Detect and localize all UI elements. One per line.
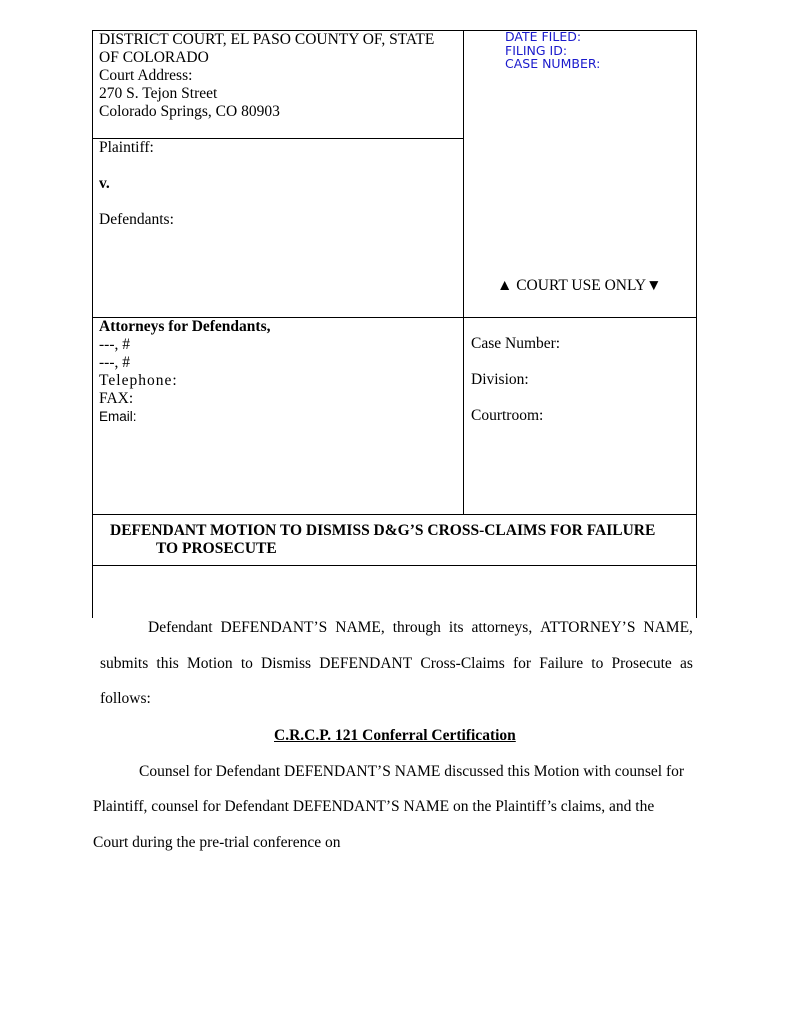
filing-stamp	[505, 30, 600, 71]
intro-paragraph-line2	[100, 655, 693, 673]
intro-word: attorneys,	[471, 619, 533, 636]
attorney-fax: FAX:	[99, 390, 134, 407]
intro-word: this	[156, 655, 179, 672]
case-number-stamp-label: CASE NUMBER:	[505, 56, 601, 71]
court-street: 270 S. Tejon Street	[99, 85, 218, 102]
court-block	[99, 31, 434, 121]
intro-word: as	[679, 655, 693, 672]
attorneys-heading: Attorneys for Defendants,	[99, 318, 271, 335]
filing-id-label: FILING ID:	[505, 42, 568, 58]
case-number-label: Case Number:	[471, 335, 561, 352]
motion-title-line2: TO PROSECUTE	[156, 540, 277, 557]
intro-word: submits	[100, 655, 149, 672]
attorney-block	[99, 318, 270, 426]
conferral-paragraph-line2: Plaintiff, counsel for Defendant DEFENDANT’S NAME on the Plaintiff’s claims, and the	[93, 798, 655, 815]
plaintiff-label: Plaintiff:	[99, 139, 154, 156]
intro-word: ATTORNEY’S	[540, 619, 636, 636]
intro-word: to	[240, 655, 253, 672]
attorney-box-bottom-border	[92, 514, 697, 515]
attorney-email: Email:	[99, 409, 137, 424]
intro-word: Defendant	[148, 619, 213, 636]
title-box-bottom-border	[92, 565, 697, 566]
motion-title-line1: DEFENDANT MOTION TO DISMISS D&G’S CROSS-CLAIMS FOR FAILURE	[110, 522, 656, 539]
courtroom-label: Courtroom:	[471, 407, 544, 424]
intro-paragraph-line3: follows:	[100, 690, 151, 707]
court-city: Colorado Springs, CO 80903	[99, 103, 280, 120]
intro-word: its	[448, 619, 464, 636]
intro-word: Dismiss	[261, 655, 312, 672]
court-name-line1: DISTRICT COURT, EL PASO COUNTY OF, STATE	[99, 31, 435, 48]
intro-word: for	[512, 655, 532, 672]
intro-word: DEFENDANT	[319, 655, 413, 672]
conferral-heading: C.R.C.P. 121 Conferral Certification	[274, 727, 516, 744]
intro-word: NAME,	[335, 619, 385, 636]
intro-word: through	[392, 619, 441, 636]
conferral-paragraph-line1: Counsel for Defendant DEFENDANT’S NAME discussed this Motion with counsel for	[139, 763, 685, 780]
caption-right-border	[696, 30, 697, 618]
date-filed-label: DATE FILED:	[505, 29, 582, 44]
intro-word: DEFENDANT’S	[220, 619, 328, 636]
court-address-label: Court Address:	[99, 67, 193, 84]
intro-word: Motion	[186, 655, 233, 672]
conferral-paragraph-line3: Court during the pre-trial conference on	[93, 834, 341, 851]
attorney-telephone: Telephone:	[99, 372, 178, 389]
court-name-line2: OF COLORADO	[99, 49, 209, 66]
caption-left-border	[92, 30, 93, 618]
court-use-only-label: ▲ COURT USE ONLY▼	[497, 277, 662, 294]
attorney-line-2: ---, #	[99, 354, 130, 371]
caption-center-divider	[463, 30, 464, 514]
division-label: Division:	[471, 371, 529, 388]
intro-word: Failure	[539, 655, 584, 672]
defendants-label: Defendants:	[99, 211, 174, 228]
intro-word: to	[591, 655, 604, 672]
intro-word: NAME,	[643, 619, 693, 636]
attorney-line-1: ---, #	[99, 336, 130, 353]
intro-paragraph-line1	[148, 619, 693, 637]
intro-word: Cross-Claims	[420, 655, 505, 672]
intro-word: Prosecute	[611, 655, 672, 672]
versus-label: v.	[99, 175, 110, 192]
